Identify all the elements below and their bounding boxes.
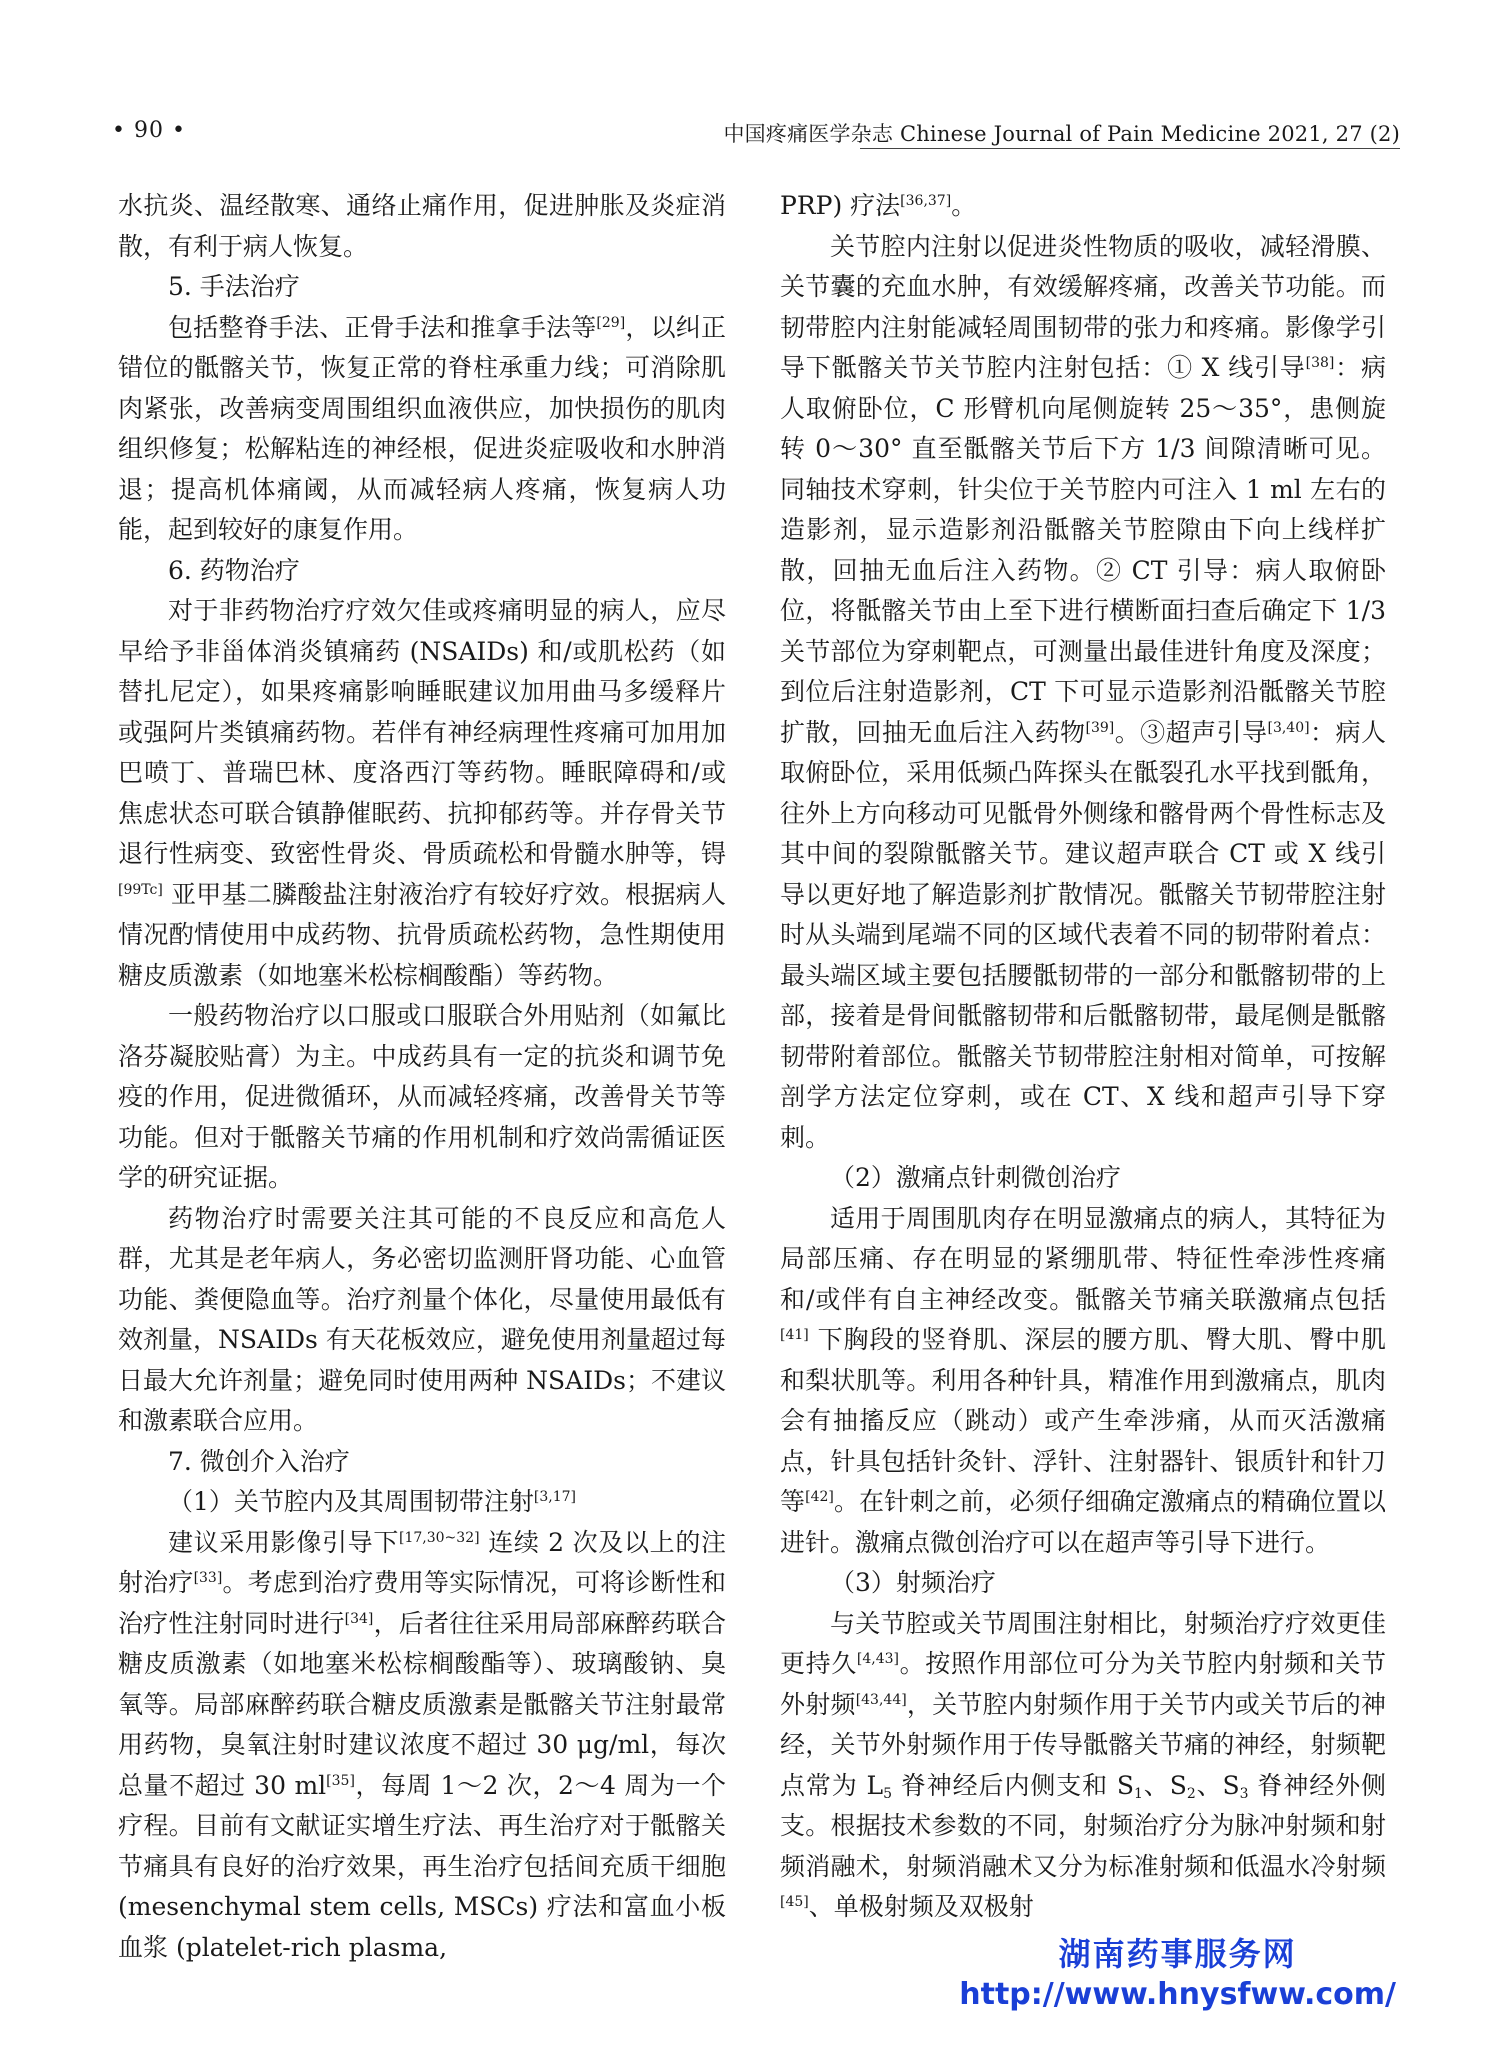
citation: [4,43]: [856, 1651, 899, 1667]
header-rule: [860, 148, 1400, 149]
paragraph: 建议采用影像引导下[17,30~32] 连续 2 次及以上的注射治疗[33]。考虑到治疗费用等实际情况，可将诊断性和治疗性注射同时进行[34]，后者往往采用局部麻醉药联合糖皮质激素（如地塞米松棕榈酸酯等）、玻璃酸钠、臭氧等。局部麻醉药联合糖皮质激素是骶髂关节注射最常用药物，臭氧注射时建议浓度不超过 30 μg/ml，每次总量不超过 30 ml[35]，每周 1～2 次，2～4 周为一个疗程。目前有文献证实增生疗法、再生治疗对于骶髂关节痛具有良好的治疗效果，再生治疗包括间充质干细胞 (mesenchymal stem cells, MSCs) 疗法和富血小板血浆 (platelet-rich plasma,: [118, 1527, 726, 1962]
paragraph: 水抗炎、温经散寒、通络止痛作用，促进肿胀及炎症消散，有利于病人恢复。: [118, 191, 726, 261]
citation: [43,44]: [855, 1691, 907, 1708]
subsection-heading: （1）关节腔内及其周围韧带注射[3,17]: [168, 1487, 577, 1516]
left-column: [118, 186, 726, 1968]
watermark: [959, 1934, 1396, 2016]
subsection-heading: （2）激痛点针刺微创治疗: [830, 1163, 1121, 1192]
section-heading: 7. 微创介入治疗: [168, 1446, 350, 1476]
citation: [35]: [326, 1772, 355, 1789]
citation: [33]: [193, 1570, 223, 1586]
paragraph: 包括整脊手法、正骨手法和推拿手法等[29]，以纠正错位的骶髂关节，恢复正常的脊柱承重力线；可消除肌肉紧张，改善病变周围组织血液供应，加快损伤的肌肉组织修复；松解粘连的神经根，促进炎症吸收和水肿消退；提高机体痛阈，从而减轻病人疼痛，恢复病人功能，起到较好的康复作用。: [118, 312, 726, 544]
citation: [17,30~32]: [399, 1529, 480, 1546]
citation: [38]: [1305, 355, 1335, 371]
paragraph: 与关节腔或关节周围注射相比，射频治疗疗效更佳更持久[4,43]。按照作用部位可分为关节腔内射频和关节外射频[43,44]，关节腔内射频作用于关节内或关节后的神经，关节外射频作用于传导骶髂关节痛的神经，射频靶点常为 $L_5$ 脊神经后内侧支和 $S_1$、$S_2$、$S_3$ 脊神经外侧支。根据技术参数的不同，射频治疗分为脉冲射频和射频消融术，射频消融术又分为标准射频和低温水冷射频[45]、单极射频及双极射: [780, 1608, 1386, 1921]
watermark-url: http://www.hnysfww.com/: [959, 1977, 1396, 2012]
watermark-name: 湖南药事服务网: [1058, 1935, 1297, 1973]
paragraph: 适用于周围肌肉存在明显激痛点的病人，其特征为局部压痛、存在明显的紧绷肌带、特征性牵涉性疼痛和/或伴有自主神经改变。骶髂关节痛关联激痛点包括[41] 下胸段的竖脊肌、深层的腰方肌、臀大肌、臀中肌和梨状肌等。利用各种针具，精准作用到激痛点，肌肉会有抽搐反应（跳动）或产生牵涉痛，从而灭活激痛点，针具包括针灸针、浮针、注射器针、银质针和针刀等[42]。在针刺之前，必须仔细确定激痛点的精确位置以进针。激痛点微创治疗可以在超声等引导下进行。: [780, 1203, 1386, 1557]
section-heading: 6. 药物治疗: [168, 555, 300, 585]
citation: [99Tc]: [118, 881, 163, 898]
citation: [36,37]: [900, 193, 952, 209]
right-column: [780, 186, 1386, 1928]
page-number: • 90 •: [112, 118, 186, 143]
running-head: 中国疼痛医学杂志 Chinese Journal of Pain Medicine 2021, 27 (2): [723, 122, 1400, 146]
section-heading: 5. 手法治疗: [168, 272, 300, 301]
paragraph: 关节腔内注射以促进炎性物质的吸收，减轻滑膜、关节囊的充血水肿，有效缓解疼痛，改善关节功能。而韧带腔内注射能减轻周围韧带的张力和疼痛。影像学引导下骶髂关节关节腔内注射包括：① X 线引导[38]：病人取俯卧位，C 形臂机向尾侧旋转 25～35°，患侧旋转 0～30° 直至骶髂关节后下方 1/3 间隙清晰可见。同轴技术穿刺，针尖位于关节腔内可注入 1 ml 左右的造影剂，显示造影剂沿骶髂关节腔隙由下向上线样扩散，回抽无血后注入药物。② CT 引导：病人取俯卧位，将骶髂关节由上至下进行横断面扫查后确定下 1/3 关节部位为穿刺靶点，可测量出最佳进针角度及深度；到位后注射造影剂，CT 下可显示造影剂沿骶髂关节腔扩散，回抽无血后注入药物[39]。③超声引导[3,40]：病人取俯卧位，采用低频凸阵探头在骶裂孔水平找到骶角，往外上方向移动可见骶骨外侧缘和髂骨两个骨性标志及其中间的裂隙骶髂关节。建议超声联合 CT 或 X 线引导以更好地了解造影剂扩散情况。骶髂关节韧带腔注射时从头端到尾端不同的区域代表着不同的韧带附着点：最头端区域主要包括腰骶韧带的一部分和骶髂韧带的上部，接着是骨间骶髂韧带和后骶髂韧带，最尾侧是骶髂韧带附着部位。骶髂关节韧带腔注射相对简单，可按解剖学方法定位穿刺，或在 CT、X 线和超声引导下穿刺。: [780, 231, 1386, 1152]
paragraph: PRP) 疗法[36,37]。: [780, 191, 977, 220]
paragraph: 药物治疗时需要关注其可能的不良反应和高危人群，尤其是老年病人，务必密切监测肝肾功能、心血管功能、粪便隐血等。治疗剂量个体化，尽量使用最低有效剂量，NSAIDs 有天花板效应，避免使用剂量超过每日最大允许剂量；避免同时使用两种 NSAIDs；不建议和激素联合应用。: [118, 1203, 726, 1435]
citation: [42]: [805, 1489, 834, 1505]
citation: [39]: [1085, 719, 1115, 736]
paragraph: 对于非药物治疗疗效欠佳或疼痛明显的病人，应尽早给予非甾体消炎镇痛药 (NSAIDs) 和/或肌松药（如替扎尼定），如果疼痛影响睡眠建议加用曲马多缓释片或强阿片类镇痛药物。若伴有神经病理性疼痛可加用加巴喷丁、普瑞巴林、度洛西汀等药物。睡眠障碍和/或焦虑状态可联合镇静催眠药、抗抑郁药等。并存骨关节退行性病变、致密性骨炎、骨质疏松和骨髓水肿等，锝[99Tc] 亚甲基二膦酸盐注射液治疗有较好疗效。根据病人情况酌情使用中成药物、抗骨质疏松药物，急性期使用糖皮质激素（如地塞米松棕榈酸酯）等药物。: [118, 596, 726, 990]
paragraph: 一般药物治疗以口服或口服联合外用贴剂（如氟比洛芬凝胶贴膏）为主。中成药具有一定的抗炎和调节免疫的作用，促进微循环，从而减轻疼痛，改善骨关节等功能。但对于骶髂关节痛的作用机制和疗效尚需循证医学的研究证据。: [118, 1001, 726, 1192]
citation: [41]: [780, 1327, 809, 1343]
subsection-heading: （3）射频治疗: [830, 1568, 996, 1597]
citation: [3,17]: [533, 1489, 577, 1505]
citation: [34]: [344, 1610, 374, 1627]
citation: [29]: [596, 314, 626, 331]
citation: [3,40]: [1267, 719, 1310, 736]
citation: [45]: [780, 1894, 809, 1910]
